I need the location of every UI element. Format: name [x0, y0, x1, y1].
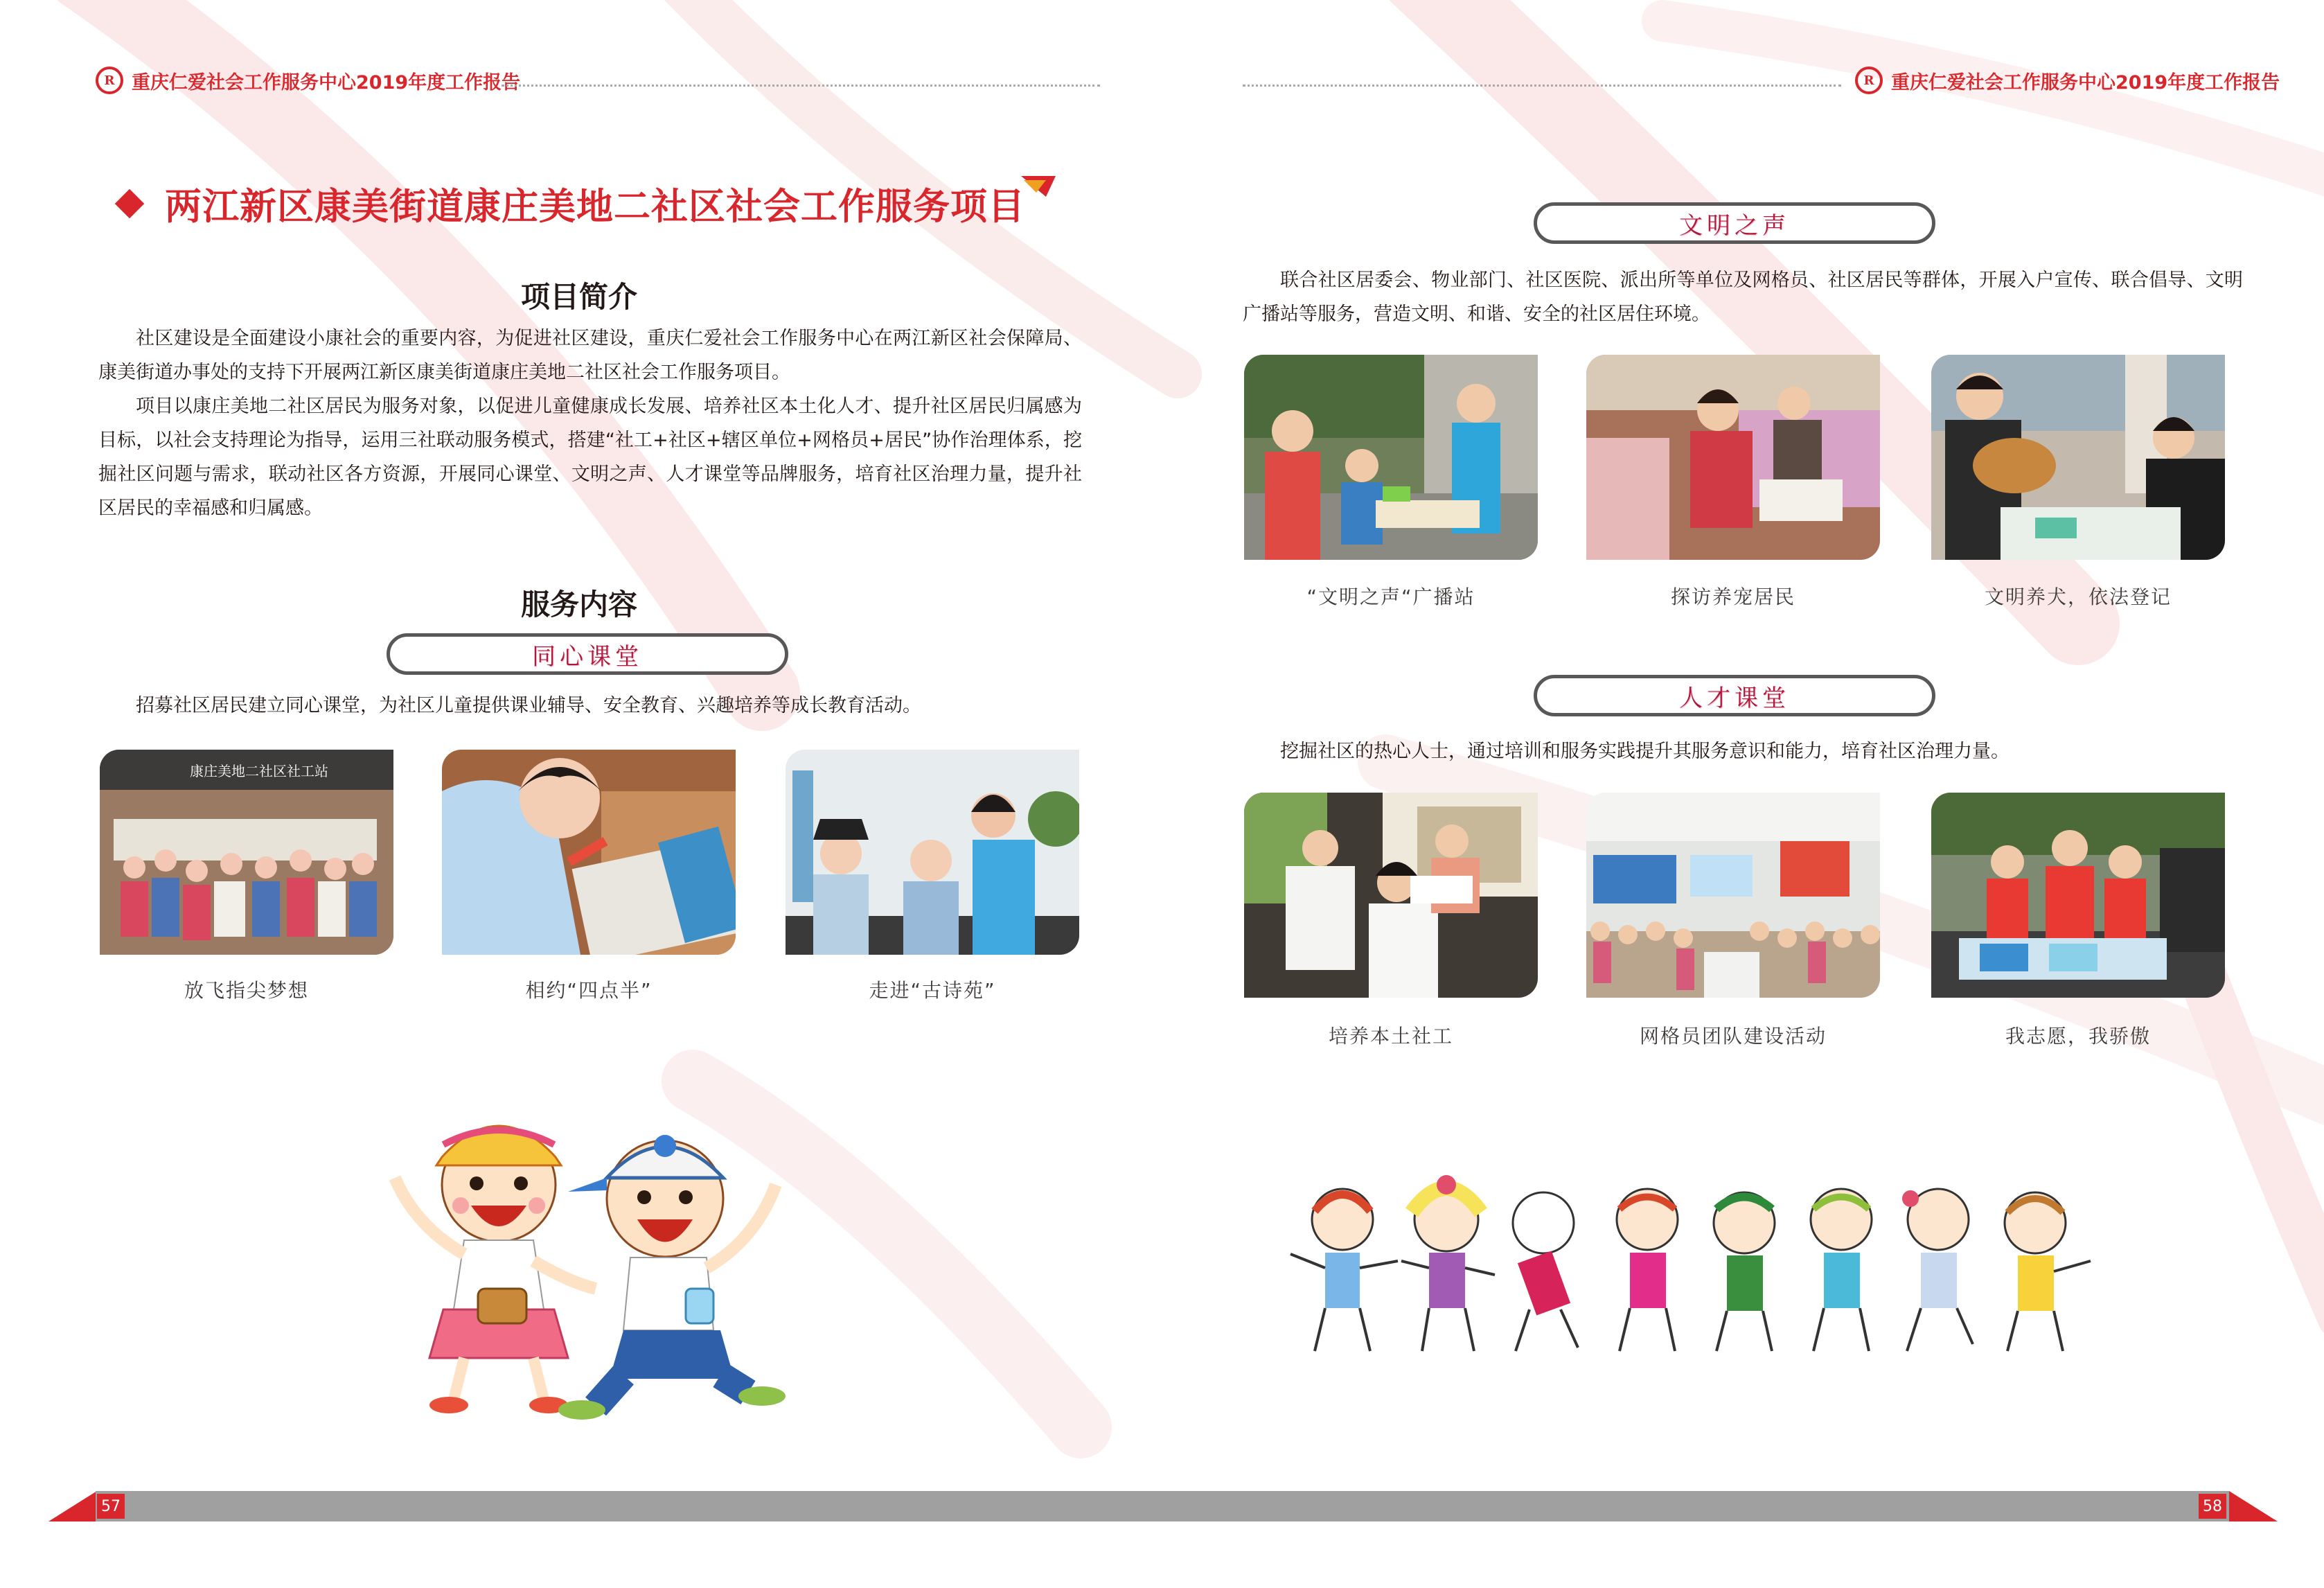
org-logo-icon: R: [96, 67, 123, 94]
photo-volunteers: [1931, 793, 2225, 998]
label-rencai-ketang: [1534, 675, 1935, 716]
caption-left-2: 相约“四点半”: [525, 979, 653, 1002]
caption-right-1: “文明之声“广播站: [1306, 585, 1475, 608]
footer-bar: [96, 1491, 1162, 1521]
caption-right-5: 网格员团队建设活动: [1639, 1025, 1827, 1048]
diamond-bullet-icon: [115, 189, 144, 218]
report-title: 重庆仁爱社会工作服务中心2019年度工作报告: [132, 71, 521, 94]
left-header: [96, 67, 520, 94]
tongxin-desc: [98, 689, 1082, 723]
footer-corner-icon: [2229, 1491, 2278, 1521]
label-text: 同心课堂: [532, 642, 643, 671]
label-text: 文明之声: [1679, 211, 1790, 240]
photo-visit-pet-owner: [1586, 355, 1880, 560]
caption-right-6: 我志愿，我骄傲: [2005, 1025, 2151, 1048]
caption-right-2: 探访养宠居民: [1670, 585, 1795, 608]
photo-broadcast-station: [1244, 355, 1538, 560]
wenming-desc-text: 联合社区居委会、物业部门、社区医院、派出所等单位及网格员、社区居民等群体，开展入户宣传、联合倡导、文明广播站等服务，营造文明、和谐、安全的社区居住环境。: [1243, 270, 2243, 325]
service-heading: 服务内容: [521, 588, 638, 621]
right-header: [1855, 67, 2280, 94]
sign-text: 康庄美地二社区社工站: [190, 763, 328, 779]
photo-girl-writing: [442, 750, 736, 955]
intro-paragraph-2: 项目以康庄美地二社区居民为服务对象，以促进儿童健康成长发展、培养社区本土化人才、提升社区居民归属感为目标，以社会支持理论为指导，运用三社联动服务模式，搭建“社工+社区+辖区单位+网格员+居民”协作治理体系，挖掘社区问题与需求，联动社区各方资源，开展同心课堂、文明之声、人才课堂等品牌服务，培育社区治理力量，提升社区居民的幸福感和归属感。: [98, 396, 1082, 519]
tongxin-desc-text: 招募社区居民建立同心课堂，为社区儿童提供课业辅导、安全教育、兴趣培养等成长教育活动。: [136, 695, 921, 716]
footer-corner-icon: [48, 1491, 97, 1521]
label-tongxin-ketang: [387, 633, 788, 675]
project-title-text: 两江新区康美街道康庄美地二社区社会工作服务项目: [165, 186, 1025, 228]
rencai-desc: [1243, 734, 2243, 768]
photo-kids-holding-drawings: [100, 750, 393, 955]
org-logo-icon: R: [1855, 67, 1883, 94]
report-title: 重庆仁爱社会工作服务中心2019年度工作报告: [1891, 71, 2280, 94]
intro-paragraph-1: 社区建设是全面建设小康社会的重要内容，为促进社区建设，重庆仁爱社会工作服务中心在两江新区社会保障局、康美街道办事处的支持下开展两江新区康美街道康庄美地二社区社会工作服务项目。: [98, 328, 1082, 383]
corner-flag-icon: [1021, 176, 1056, 201]
page-number: 58: [2199, 1494, 2226, 1519]
header-divider: [502, 85, 1100, 87]
page-number: 57: [97, 1494, 125, 1519]
cartoon-children-illustration: [360, 1102, 817, 1420]
dancing-kids-illustration: [1287, 1171, 2160, 1393]
right-page: [1162, 0, 2324, 1588]
caption-left-1: 放飞指尖梦想: [184, 979, 309, 1002]
photo-dog-registration: [1931, 355, 2225, 560]
photo-grid-worker-team-building: [1586, 793, 1880, 998]
header-divider: [1243, 85, 1841, 87]
wenming-desc: [1243, 263, 2243, 331]
caption-right-3: 文明养犬，依法登记: [1984, 585, 2172, 608]
intro-text: [98, 321, 1082, 525]
photo-poem-costume: [786, 750, 1079, 955]
label-text: 人才课堂: [1679, 684, 1790, 712]
project-title: [119, 177, 1025, 230]
photo-training-local-social-workers: [1244, 793, 1538, 998]
label-wenming-zhisheng: [1534, 202, 1935, 244]
caption-right-4: 培养本土社工: [1328, 1025, 1453, 1048]
intro-heading: 项目简介: [521, 280, 638, 314]
caption-left-3: 走进“古诗苑”: [869, 979, 996, 1002]
rencai-desc-text: 挖掘社区的热心人士，通过培训和服务实践提升其服务意识和能力，培育社区治理力量。: [1280, 741, 2010, 762]
footer-bar: [1162, 1491, 2229, 1521]
